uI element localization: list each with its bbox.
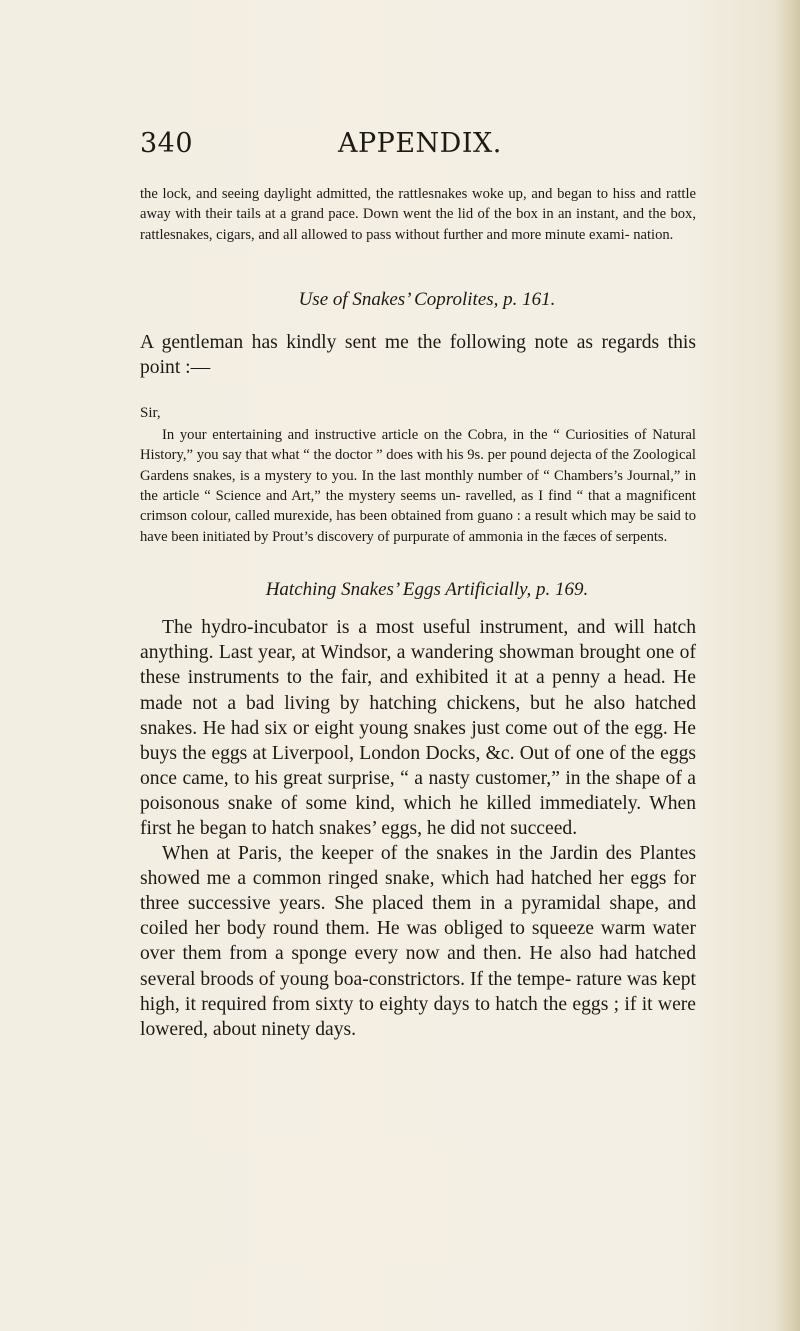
- paris-paragraph: When at Paris, the keeper of the snakes in the Jardin des Plantes showed me a common ringed snake, which had hatched her eggs for three successive years. She placed them in a pyramidal shape, and coiled her body round them. He was obliged to squeeze warm water over them from a sponge every now and then. He also had hatched several broods of young boa-constrictors. If the tempe- rature was kept high, it required from sixty to eighty days to hatch the eggs ; if it were lowered, about ninety days.: [140, 843, 696, 1040]
- section-heading-hatching: Hatching Snakes’ Eggs Artificially, p. 169.: [265, 579, 589, 601]
- page-header: [140, 128, 700, 168]
- running-head: APPENDIX.: [338, 128, 502, 159]
- hatching-paragraph: The hydro-incubator is a most useful instrument, and will hatch anything. Last year, at Windsor, a wandering showman brought one of these instruments to the fair, and exhibited it at a penny a head. He made not a bad living by hatching chickens, but he also hatched snakes. He had six or eight young snakes just come out of the egg. He buys the eggs at Liverpool, London Docks, &c. Out of one of the eggs once came, to his great surprise, “ a nasty customer,” in the shape of a poisonous snake of some kind, which he killed immediately. When first he began to hatch snakes’ eggs, he did not succeed.: [140, 617, 696, 839]
- intro-note-paragraph: A gentleman has kindly sent me the following note as regards this point :—: [140, 332, 696, 379]
- continuation-paragraph: the lock, and seeing daylight admitted, the rattlesnakes woke up, and began to hiss and rattle away with their tails at a grand pace. Down went the lid of the box in an instant, and the box, rattlesnakes, cigars, and all allowed to pass without further and more minute exami- nation.: [140, 186, 696, 243]
- page-body: [140, 184, 696, 1042]
- section-heading-coprolites: Use of Snakes’ Coprolites, p. 161.: [298, 289, 556, 311]
- letter-salutation: Sir,: [140, 405, 161, 422]
- page-number: 340: [140, 128, 194, 159]
- letter-body: In your entertaining and instructive article on the Cobra, in the “ Curiosities of Natural History,” you say that what “ the doctor ” does with his 9s. per pound dejecta of the Zoological Gardens snakes, is a mystery to you. In the last monthly number of “ Chambers’s Journal,” in the article “ Science and Art,” the mystery seems un- ravelled, as I find “ that a magnificent crimson colour, called murexide, has been obtained from guano : a result which may be said to have been initiated by Prout’s discovery of purpurate of ammonia in the fæces of serpents.: [140, 426, 696, 545]
- page-edge-shadow: [774, 0, 800, 1331]
